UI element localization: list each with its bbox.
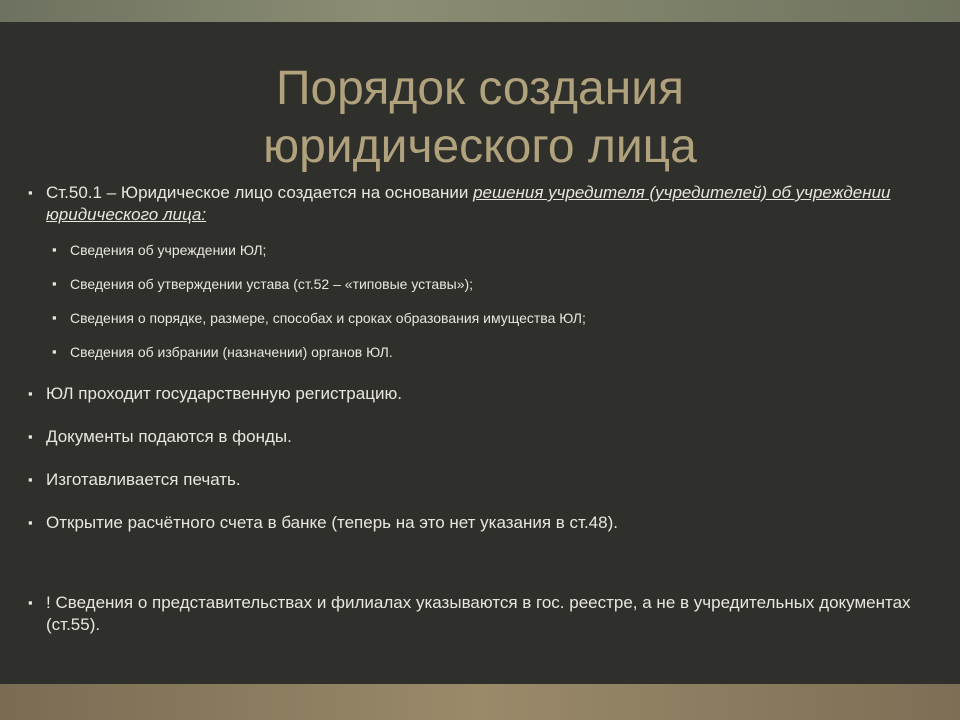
item-text: Изготавливается печать. <box>46 470 241 489</box>
bullet-icon: ▪ <box>28 515 33 530</box>
bullet-icon: ▪ <box>28 429 33 444</box>
sub-bullet-item <box>52 342 928 362</box>
bullet-item-bank-account <box>28 512 928 534</box>
bullet-item-seal <box>28 469 928 491</box>
bottom-decorative-strip <box>0 684 960 720</box>
bullet-icon: ▪ <box>52 242 57 257</box>
item-text: Документы подаются в фонды. <box>46 427 292 446</box>
sub-bullet-item <box>52 240 928 260</box>
bullet-item-note <box>28 592 928 636</box>
item-underlined-text: решения учредителя (учредителей) об учреждении юридического лица: <box>46 183 891 224</box>
bullet-icon: ▪ <box>28 595 33 610</box>
note-text: ! Сведения о представительствах и филиалах указываются в гос. реестре, а не в учредительных документах (ст.55). <box>46 593 911 634</box>
sub-item-text: Сведения об учреждении ЮЛ; <box>70 242 267 258</box>
item-text: Открытие расчётного счета в банке (теперь на это нет указания в ст.48). <box>46 513 618 532</box>
slide-content <box>28 182 928 636</box>
sub-item-text: Сведения о порядке, размере, способах и сроках образования имущества ЮЛ; <box>70 310 586 326</box>
sub-item-text: Сведения об утверждении устава (ст.52 – «типовые уставы»); <box>70 276 474 292</box>
bullet-item-registration <box>28 383 928 405</box>
bullet-icon: ▪ <box>28 185 33 200</box>
bullet-icon: ▪ <box>52 276 57 291</box>
sub-bullet-item <box>52 308 928 328</box>
title-line-2: юридического лица <box>263 120 697 173</box>
slide <box>0 22 960 684</box>
sub-bullet-item <box>52 274 928 294</box>
sub-item-text: Сведения об избрании (назначении) органов ЮЛ. <box>70 344 393 360</box>
bullet-icon: ▪ <box>28 472 33 487</box>
title-line-1: Порядок создания <box>275 62 685 115</box>
item-text: Ст.50.1 – Юридическое лицо создается на основании <box>46 183 474 202</box>
bullet-icon: ▪ <box>52 310 57 325</box>
item-text: ЮЛ проходит государственную регистрацию. <box>46 384 402 403</box>
slide-title <box>0 60 960 176</box>
bullet-item-funds <box>28 426 928 448</box>
bullet-icon: ▪ <box>52 344 57 359</box>
bullet-item-article-50-1 <box>28 182 928 226</box>
bullet-icon: ▪ <box>28 386 33 401</box>
top-decorative-strip <box>0 0 960 22</box>
